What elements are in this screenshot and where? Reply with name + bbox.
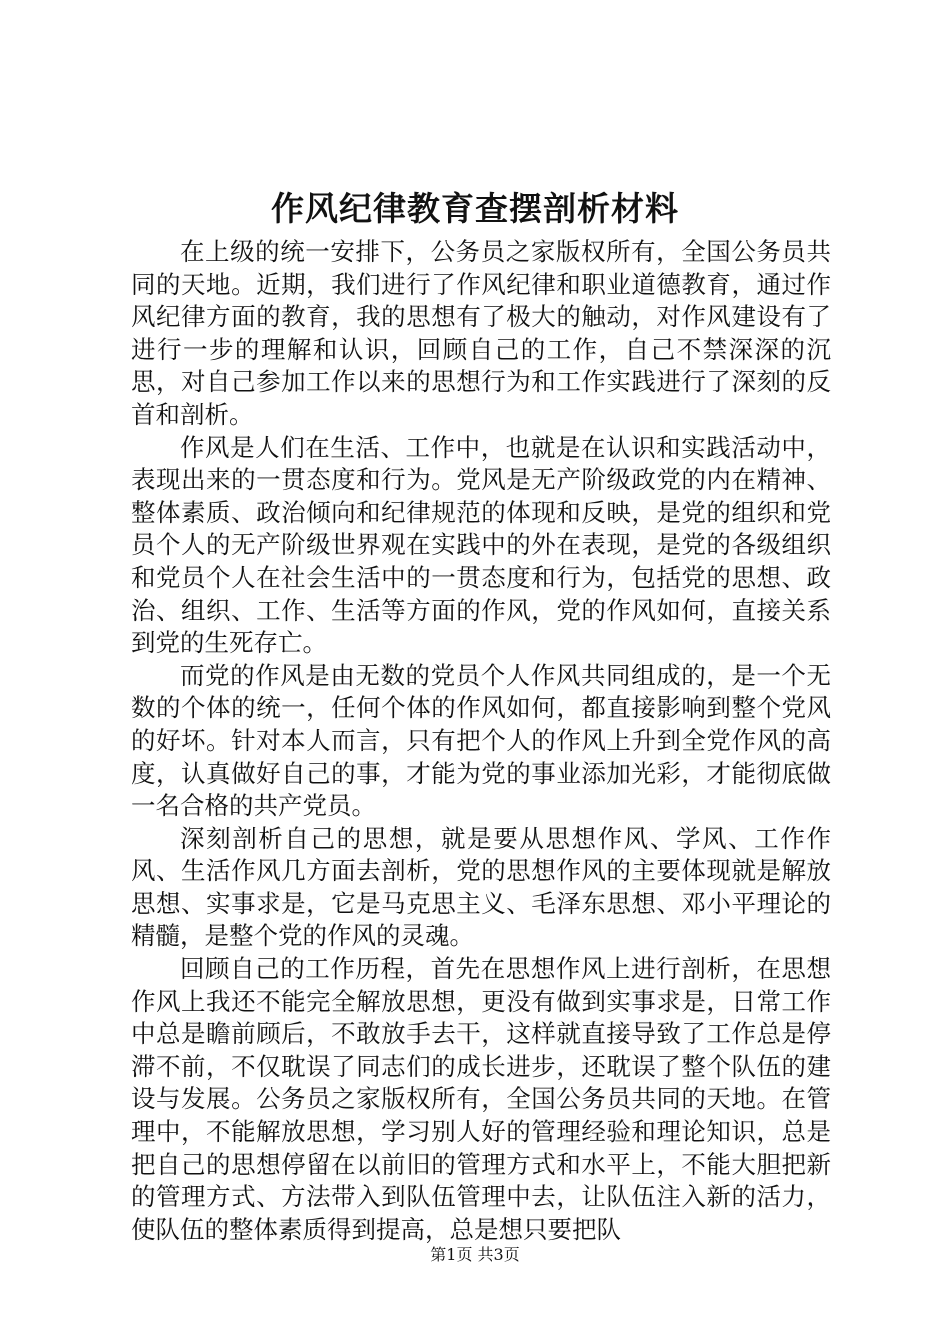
paragraph-4: 深刻剖析自己的思想，就是要从思想作风、学风、工作作风、生活作风几方面去剖析，党的思想作风的主要体现就是解放思想、实事求是，它是马克思主义、毛泽东思想、邓小平理论的精髓，是整个党的作风的灵魂。	[131, 823, 831, 951]
paragraph-3: 而党的作风是由无数的党员个人作风共同组成的，是一个无数的个体的统一，任何个体的作风如何，都直接影响到整个党风的好坏。针对本人而言，只有把个人的作风上升到全党作风的高度，认真做好自己的事，才能为党的事业添加光彩，才能彻底做一名合格的共产党员。	[131, 660, 831, 821]
paragraph-5: 回顾自己的工作历程，首先在思想作风上进行剖析，在思想作风上我还不能完全解放思想，更没有做到实事求是，日常工作中总是瞻前顾后，不敢放手去干，这样就直接导致了工作总是停滞不前，不仅耽误了同志们的成长进步，还耽误了整个队伍的建设与发展。公务员之家版权所有，全国公务员共同的天地。在管理中，不能解放思想，学习别人好的管理经验和理论知识，总是把自己的思想停留在以前旧的管理方式和水平上，不能大胆把新的管理方式、方法带入到队伍管理中去，让队伍注入新的活力，使队伍的整体素质得到提高，总是想只要把队	[131, 954, 831, 1244]
paragraph-1: 在上级的统一安排下，公务员之家版权所有，全国公务员共同的天地。近期，我们进行了作风纪律和职业道德教育，通过作风纪律方面的教育，我的思想有了极大的触动，对作风建设有了进行一步的理解和认识，回顾自己的工作，自己不禁深深的沉思，对自己参加工作以来的思想行为和工作实践进行了深刻的反首和剖析。	[131, 237, 831, 429]
document-body	[131, 236, 831, 1246]
paragraph-2: 作风是人们在生活、工作中，也就是在认识和实践活动中，表现出来的一贯态度和行为。党风是无产阶级政党的内在精神、整体素质、政治倾向和纪律规范的体现和反映，是党的组织和党员个人的无产阶级世界观在实践中的外在表现，是党的各级组织和党员个人在社会生活中的一贯态度和行为，包括党的思想、政治、组织、工作、生活等方面的作风，党的作风如何，直接关系到党的生死存亡。	[131, 432, 831, 658]
page-number-footer: 第1页 共3页	[430, 1245, 520, 1264]
document-title: 作风纪律教育查摆剖析材料	[271, 189, 679, 228]
